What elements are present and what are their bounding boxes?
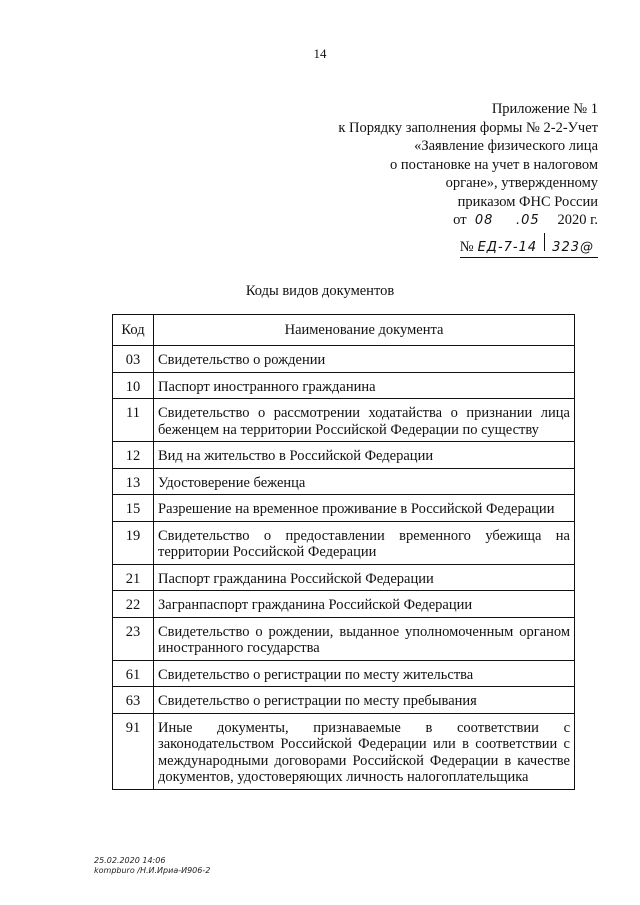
table-row: [113, 495, 575, 522]
row-name: Свидетельство о рождении: [154, 346, 575, 373]
row-code: 03: [113, 346, 154, 373]
appendix-line: приказом ФНС России: [457, 193, 598, 210]
appendix-line: к Порядку заполнения формы № 2-2-Учет: [338, 119, 598, 136]
footer-timestamp: 25.02.2020 14:06: [94, 856, 166, 865]
row-name: Вид на жительство в Российской Федерации: [154, 442, 575, 469]
row-name: Иные документы, признаваемые в соответствии с законодательством Российской Федерации или в соответствии с международными договорами Российской Федерации в качестве документов, удостоверяющих личность налогоплательщика: [154, 713, 575, 789]
order-date: [298, 211, 598, 231]
number-separator: [544, 233, 545, 251]
section-title: Коды видов документов: [245, 283, 395, 299]
table-row: [113, 521, 575, 564]
table-row: [113, 372, 575, 399]
appendix-header: [298, 100, 598, 258]
row-name: Свидетельство о регистрации по месту пребывания: [154, 687, 575, 714]
row-name: Свидетельство о рождении, выданное уполномоченным органом иностранного государства: [154, 617, 575, 660]
row-code: 19: [113, 521, 154, 564]
handwritten-day: 08: [474, 213, 494, 228]
row-name: Паспорт гражданина Российской Федерации: [154, 564, 575, 591]
row-name: Свидетельство о предоставлении временного убежища на территории Российской Федерации: [154, 521, 575, 564]
table-row: [113, 399, 575, 442]
row-name: Свидетельство о регистрации по месту жительства: [154, 660, 575, 687]
row-name: Свидетельство о рассмотрении ходатайства о признании лица беженцем на территории Российской Федерации по существу: [154, 399, 575, 442]
row-name: Загранпаспорт гражданина Российской Федерации: [154, 591, 575, 618]
appendix-line: «Заявление физического лица: [414, 138, 598, 154]
table-row: [113, 591, 575, 618]
table-row: [113, 687, 575, 714]
handwritten-month: .05: [515, 213, 540, 228]
appendix-line: о постановке на учет в налоговом: [389, 156, 598, 173]
row-code: 13: [113, 468, 154, 495]
footer-stamp: [94, 856, 210, 876]
row-code: 11: [113, 399, 154, 442]
column-header-code: Код: [113, 315, 154, 346]
number-prefix: №: [459, 238, 474, 255]
table-row: [113, 564, 575, 591]
table-row: [113, 346, 575, 373]
row-name: Разрешение на временное проживание в Российской Федерации: [154, 495, 575, 522]
row-code: 21: [113, 564, 154, 591]
table-row: [113, 442, 575, 469]
order-number-box: [460, 233, 598, 259]
table-header-row: [113, 315, 575, 346]
table-row: [113, 617, 575, 660]
handwritten-number-part1: ЕД-7-14: [477, 239, 538, 255]
date-prefix: от: [453, 212, 467, 228]
row-code: 91: [113, 713, 154, 789]
page-number: 14: [313, 46, 327, 61]
handwritten-number-part2: 323@: [552, 239, 594, 255]
footer-author: kompburo /Н.И.Ириа-И906-2: [94, 866, 211, 875]
row-code: 22: [113, 591, 154, 618]
order-number: [298, 233, 598, 259]
table-row: [113, 468, 575, 495]
row-name: Паспорт иностранного гражданина: [154, 372, 575, 399]
appendix-line: органе», утвержденному: [445, 175, 598, 191]
row-code: 61: [113, 660, 154, 687]
row-code: 10: [113, 372, 154, 399]
appendix-line: Приложение № 1: [491, 101, 598, 117]
row-code: 23: [113, 617, 154, 660]
table-row: [113, 660, 575, 687]
column-header-name: Наименование документа: [154, 315, 575, 346]
row-name: Удостоверение беженца: [154, 468, 575, 495]
table-row: [113, 713, 575, 789]
date-year: 2020 г.: [557, 212, 598, 228]
row-code: 63: [113, 687, 154, 714]
document-codes-table: [112, 314, 575, 790]
row-code: 15: [113, 495, 154, 522]
row-code: 12: [113, 442, 154, 469]
